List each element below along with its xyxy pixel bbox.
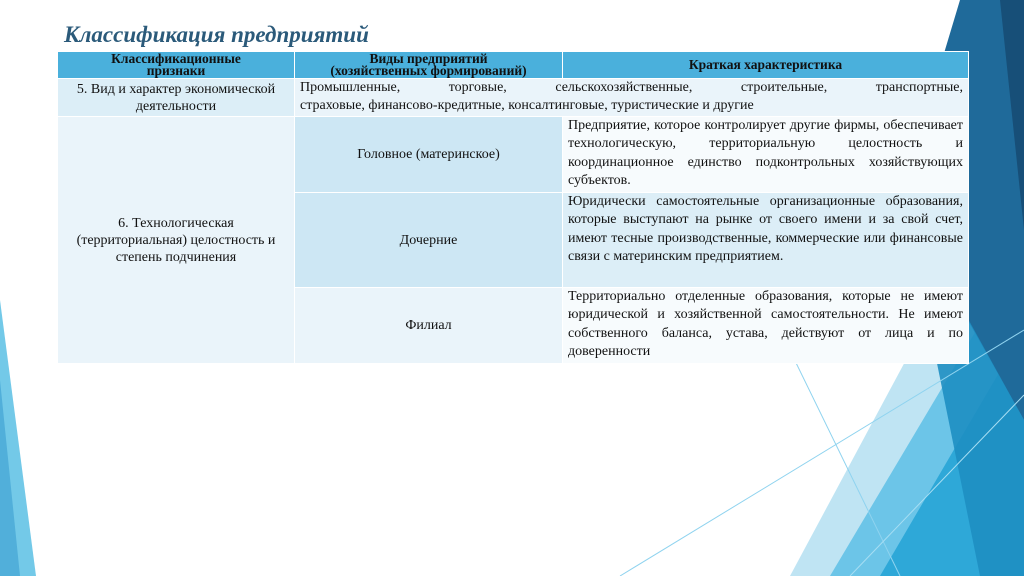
- slide-title: Классификация предприятий: [64, 22, 369, 47]
- header-criteria-line1: Классификационные: [111, 51, 241, 66]
- criterion-cell-5: 5. Вид и характер экономической деятельности: [58, 79, 295, 117]
- types-cell-5: [295, 79, 969, 117]
- type-cell-subsidiary: Дочерние: [295, 193, 563, 288]
- description-cell-parent: Предприятие, которое контролирует другие фирмы, обеспечивает технологическую, территориальную целостность и координационное единство подконтрольных хозяйствующих субъектов.: [563, 117, 969, 193]
- header-description: Краткая характеристика: [563, 52, 969, 79]
- header-criteria-line2: признаки: [146, 63, 206, 78]
- types-line-2: страховые, финансово-кредитные, консалтинговые, туристические и другие: [300, 98, 754, 114]
- description-cell-subsidiary: Юридически самостоятельные организационные образования, которые выступают на рынке от своего имени и за свой счет, имеют тесные производственные, коммерческие или финансовые связи с материнским предприятием.: [563, 193, 969, 288]
- type-cell-parent: Головное (материнское): [295, 117, 563, 193]
- table-row: [58, 117, 969, 193]
- table-row: [58, 79, 969, 117]
- type-cell-branch: Филиал: [295, 288, 563, 364]
- types-line-1: Промышленные, торговые, сельскохозяйственные, строительные, транспортные,: [300, 80, 963, 95]
- header-types: [295, 52, 563, 79]
- criterion-cell-6: 6. Технологическая (территориальная) целостность и степень подчинения: [58, 117, 295, 364]
- description-cell-branch: Территориально отделенные образования, которые не имеют юридической и хозяйственной самостоятельности. Не имеют собственного баланса, устава, действуют от лица и по доверенности: [563, 288, 969, 364]
- classification-table: [57, 51, 969, 364]
- table-header-row: [58, 52, 969, 79]
- header-criteria: [58, 52, 295, 79]
- header-types-line2: (хозяйственных формирований): [330, 63, 527, 78]
- header-types-line1: Виды предприятий: [369, 51, 488, 66]
